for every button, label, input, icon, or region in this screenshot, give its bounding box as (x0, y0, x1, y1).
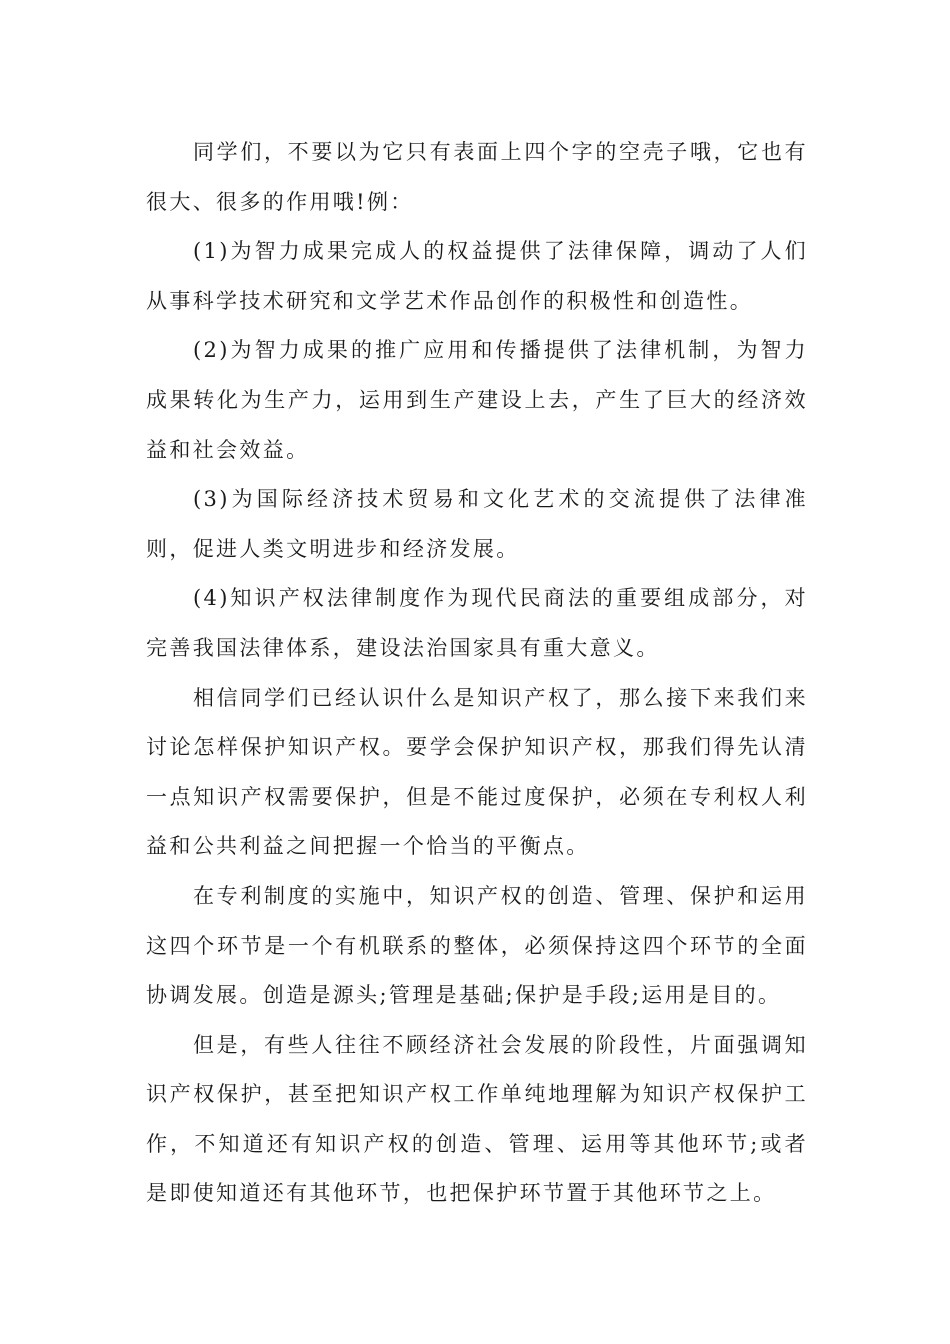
paragraph-point-1: (1)为智力成果完成人的权益提供了法律保障，调动了人们从事科学技术研究和文学艺术作品创作的积极性和创造性。 (146, 239, 808, 313)
document-body (146, 128, 808, 1219)
paragraph-point-4: (4)知识产权法律制度作为现代民商法的重要组成部分，对完善我国法律体系，建设法治国家具有重大意义。 (146, 586, 808, 660)
paragraph-intro: 同学们，不要以为它只有表面上四个字的空壳子哦，它也有很大、很多的作用哦!例： (146, 140, 808, 214)
paragraph-over-protection: 但是，有些人往往不顾经济社会发展的阶段性，片面强调知识产权保护，甚至把知识产权工作单纯地理解为知识产权保护工作，不知道还有知识产权的创造、管理、运用等其他环节;或者是即使知道还有其他环节，也把保护环节置于其他环节之上。 (146, 1032, 808, 1206)
paragraph-point-3: (3)为国际经济技术贸易和文化艺术的交流提供了法律准则，促进人类文明进步和经济发展。 (146, 487, 808, 561)
paragraph-four-links: 在专利制度的实施中，知识产权的创造、管理、保护和运用这四个环节是一个有机联系的整体，必须保持这四个环节的全面协调发展。创造是源头;管理是基础;保护是手段;运用是目的。 (146, 883, 808, 1008)
paragraph-protection-intro: 相信同学们已经认识什么是知识产权了，那么接下来我们来讨论怎样保护知识产权。要学会保护知识产权，那我们得先认清一点知识产权需要保护，但是不能过度保护，必须在专利权人利益和公共利益之间把握一个恰当的平衡点。 (146, 685, 808, 859)
paragraph-point-2: (2)为智力成果的推广应用和传播提供了法律机制，为智力成果转化为生产力，运用到生产建设上去，产生了巨大的经济效益和社会效益。 (146, 338, 808, 462)
